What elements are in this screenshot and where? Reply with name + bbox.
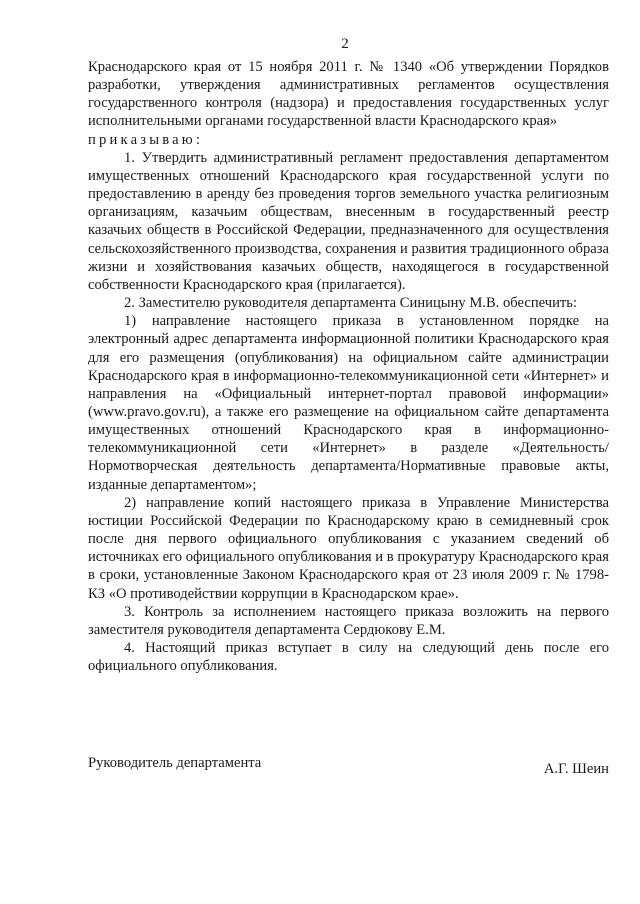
signatory-name: А.Г. Шеин xyxy=(543,761,609,777)
document-body xyxy=(88,58,609,675)
paragraph-item-3: 3. Контроль за исполнением настоящего приказа возложить на первого заместителя руководителя департамента Сердюкову Е.М. xyxy=(88,603,609,638)
paragraph-item-2: 2. Заместителю руководителя департамента Синицыну М.В. обеспечить: xyxy=(124,295,577,312)
paragraph-item-4: 4. Настоящий приказ вступает в силу на следующий день после его официального опубликования. xyxy=(88,640,609,675)
page-number: 2 xyxy=(341,36,349,52)
paragraph-item-1: 1. Утвердить административный регламент предоставления департаментом имущественных отношений Краснодарского края государственной услуги по предоставлению в аренду без проведения торгов земельного участка религиозным организациям, казачьим обществам, внесенным в государственный реестр казачьих обществ в Российской Федерации, предназначенного для осуществления сельскохозяйственного производства, сохранения и развития традиционного образа жизни и хозяйствования казачьих обществ, находящегося в государственной собственности Краснодарского края (прилагается). xyxy=(88,149,609,293)
paragraph-intro: Краснодарского края от 15 ноября 2011 г. № 1340 «Об утверждении Порядков разработки, утверждения административных регламентов осуществления государственного контроля (надзора) и предоставления государственных услуг исполнительными органами государственной власти Краснодарского края» xyxy=(88,59,609,130)
paragraph-item-2-1: 1) направление настоящего приказа в установленном порядке на электронный адрес департамента информационной политики Краснодарского края для его размещения (опубликования) на официальном сайте администрации Краснодарского края в информационно-телекоммуникационной сети «Интернет» и направления на «Официальный интернет-портал правовой информации» (www.pravo.gov.ru), а также его размещение на официальном сайте департамента имущественных отношений Краснодарского края в информационно-телекоммуникационной сети «Интернет» в разделе «Деятельность/Нормотворческая деятельность департамента/Нормативные правовые акты, изданные департаментом»; xyxy=(88,313,609,493)
paragraph-item-2-2: 2) направление копий настоящего приказа в Управление Министерства юстиции Российской Федерации по Краснодарскому краю в семидневный срок после дня первого официального опубликования с указанием сведений об источниках его официального опубликования и в прокуратуру Краснодарского края в сроки, установленные Законом Краснодарского края от 23 июля 2009 г. № 1798-КЗ «О противодействии коррупции в Краснодарском крае». xyxy=(88,494,609,602)
signatory-role: Руководитель департамента xyxy=(88,755,262,771)
paragraph-order-word: приказываю: xyxy=(88,131,204,148)
